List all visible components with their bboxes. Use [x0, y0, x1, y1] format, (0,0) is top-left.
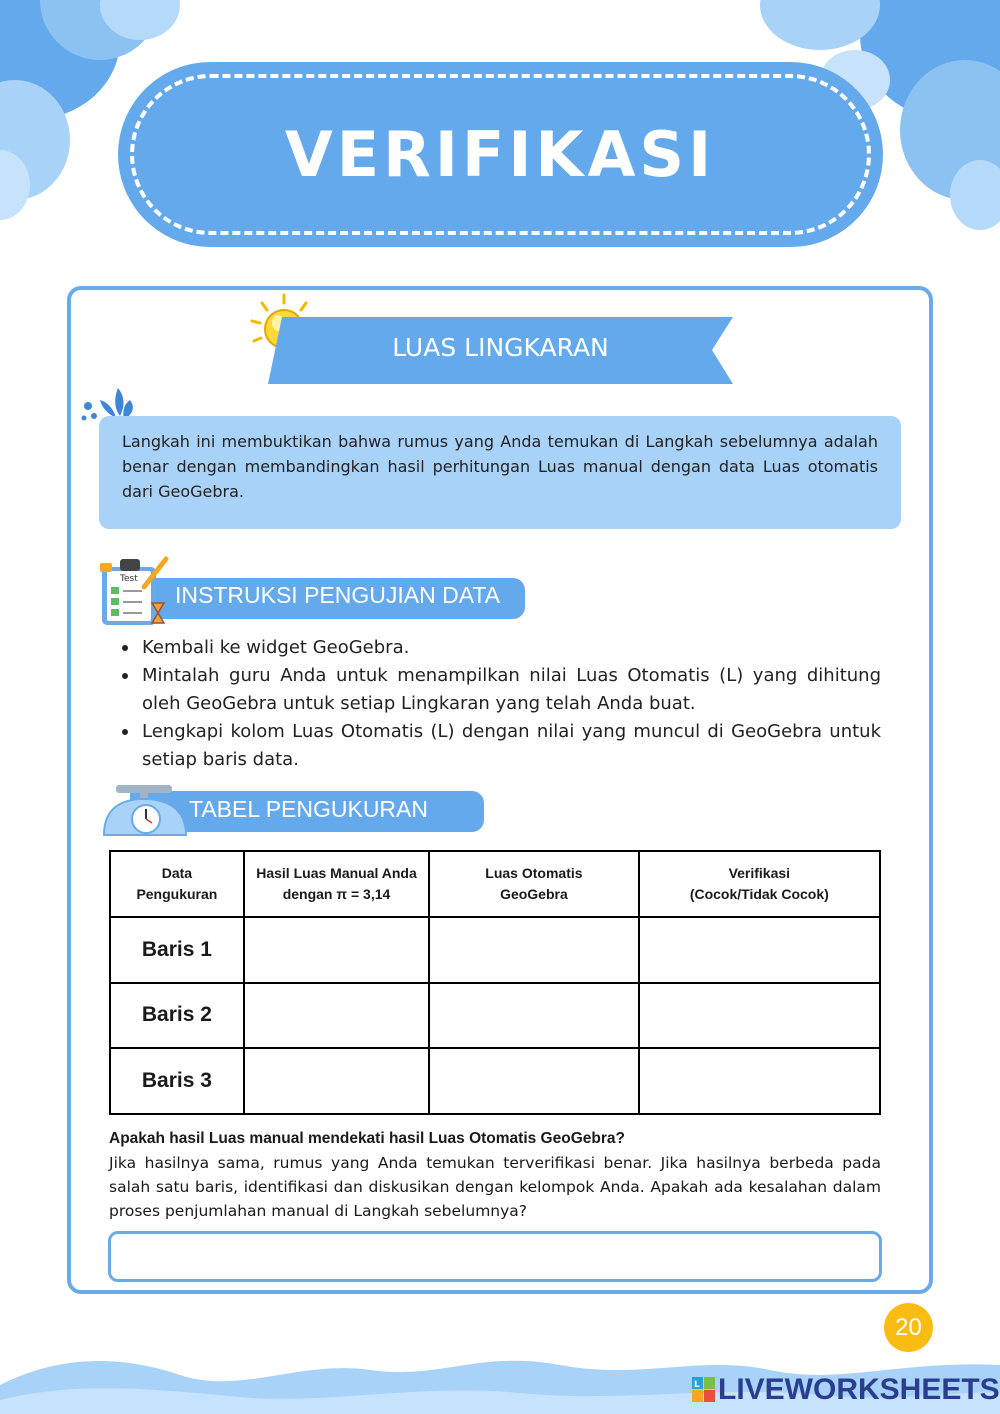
- cell-verifikasi-input[interactable]: [639, 983, 880, 1049]
- instruction-item: Mintalah guru Anda untuk menampilkan nilai Luas Otomatis (L) yang dihitung oleh GeoGebra untuk setiap Lingkaran yang telah Anda buat.: [118, 662, 881, 718]
- cell-luas-otomatis-input[interactable]: [429, 917, 638, 983]
- row-label: Baris 3: [110, 1048, 244, 1114]
- table-header-row: [110, 851, 880, 917]
- answer-input[interactable]: [108, 1231, 882, 1282]
- liveworksheets-logo-icon: [692, 1375, 716, 1405]
- cell-luas-manual-input[interactable]: [244, 983, 429, 1049]
- table-row: [110, 983, 880, 1049]
- instructions-heading: INSTRUKSI PENGUJIAN DATA: [175, 582, 501, 608]
- cell-luas-otomatis-input[interactable]: [429, 983, 638, 1049]
- instructions-list: [118, 634, 881, 774]
- liveworksheets-brand: [692, 1372, 1000, 1408]
- col-header-luas-manual: Hasil Luas Manual Anda dengan π = 3,14: [244, 851, 429, 917]
- measurement-table: [109, 850, 881, 1115]
- cell-verifikasi-input[interactable]: [639, 1048, 880, 1114]
- section-title: LUAS LINGKARAN: [392, 333, 609, 362]
- question-text: Jika hasilnya sama, rumus yang Anda temukan terverifikasi benar. Jika hasilnya berbeda pada salah satu baris, identifikasi dan diskusikan dengan kelompok Anda. Apakah ada kesalahan dalam proses penjumlahan manual di Langkah sebelumnya?: [109, 1154, 881, 1220]
- cell-luas-manual-input[interactable]: [244, 1048, 429, 1114]
- instruction-item: Kembali ke widget GeoGebra.: [118, 634, 881, 662]
- liveworksheets-wordmark: LIVEWORKSHEETS: [718, 1373, 1000, 1406]
- instruction-item: Lengkapi kolom Luas Otomatis (L) dengan nilai yang muncul di GeoGebra untuk setiap baris data.: [118, 718, 881, 774]
- table-row: [110, 917, 880, 983]
- table-heading: TABEL PENGUKURAN: [189, 796, 428, 822]
- page-title: VERIFIKASI: [284, 118, 716, 191]
- clipboard-test-icon: [98, 553, 174, 627]
- logo-letters: L: [694, 1380, 700, 1390]
- row-label: Baris 2: [110, 983, 244, 1049]
- row-label: Baris 1: [110, 917, 244, 983]
- cell-luas-otomatis-input[interactable]: [429, 1048, 638, 1114]
- cell-luas-manual-input[interactable]: [244, 917, 429, 983]
- question-title: Apakah hasil Luas manual mendekati hasil Luas Otomatis GeoGebra?: [109, 1130, 625, 1147]
- clipboard-test-label: Test: [120, 574, 138, 584]
- col-header-verifikasi: Verifikasi (Cocok/Tidak Cocok): [639, 851, 880, 917]
- table-row: [110, 1048, 880, 1114]
- page-number-badge: 20: [884, 1303, 933, 1352]
- col-header-luas-otomatis: Luas Otomatis GeoGebra: [429, 851, 638, 917]
- col-header-data-pengukuran: Data Pengukuran: [110, 851, 244, 917]
- cell-verifikasi-input[interactable]: [639, 917, 880, 983]
- intro-text: Langkah ini membuktikan bahwa rumus yang Anda temukan di Langkah sebelumnya adalah benar dengan membandingkan hasil perhitungan Luas manual dengan data Luas otomatis dari GeoGebra.: [122, 432, 878, 501]
- scale-icon: [100, 783, 190, 837]
